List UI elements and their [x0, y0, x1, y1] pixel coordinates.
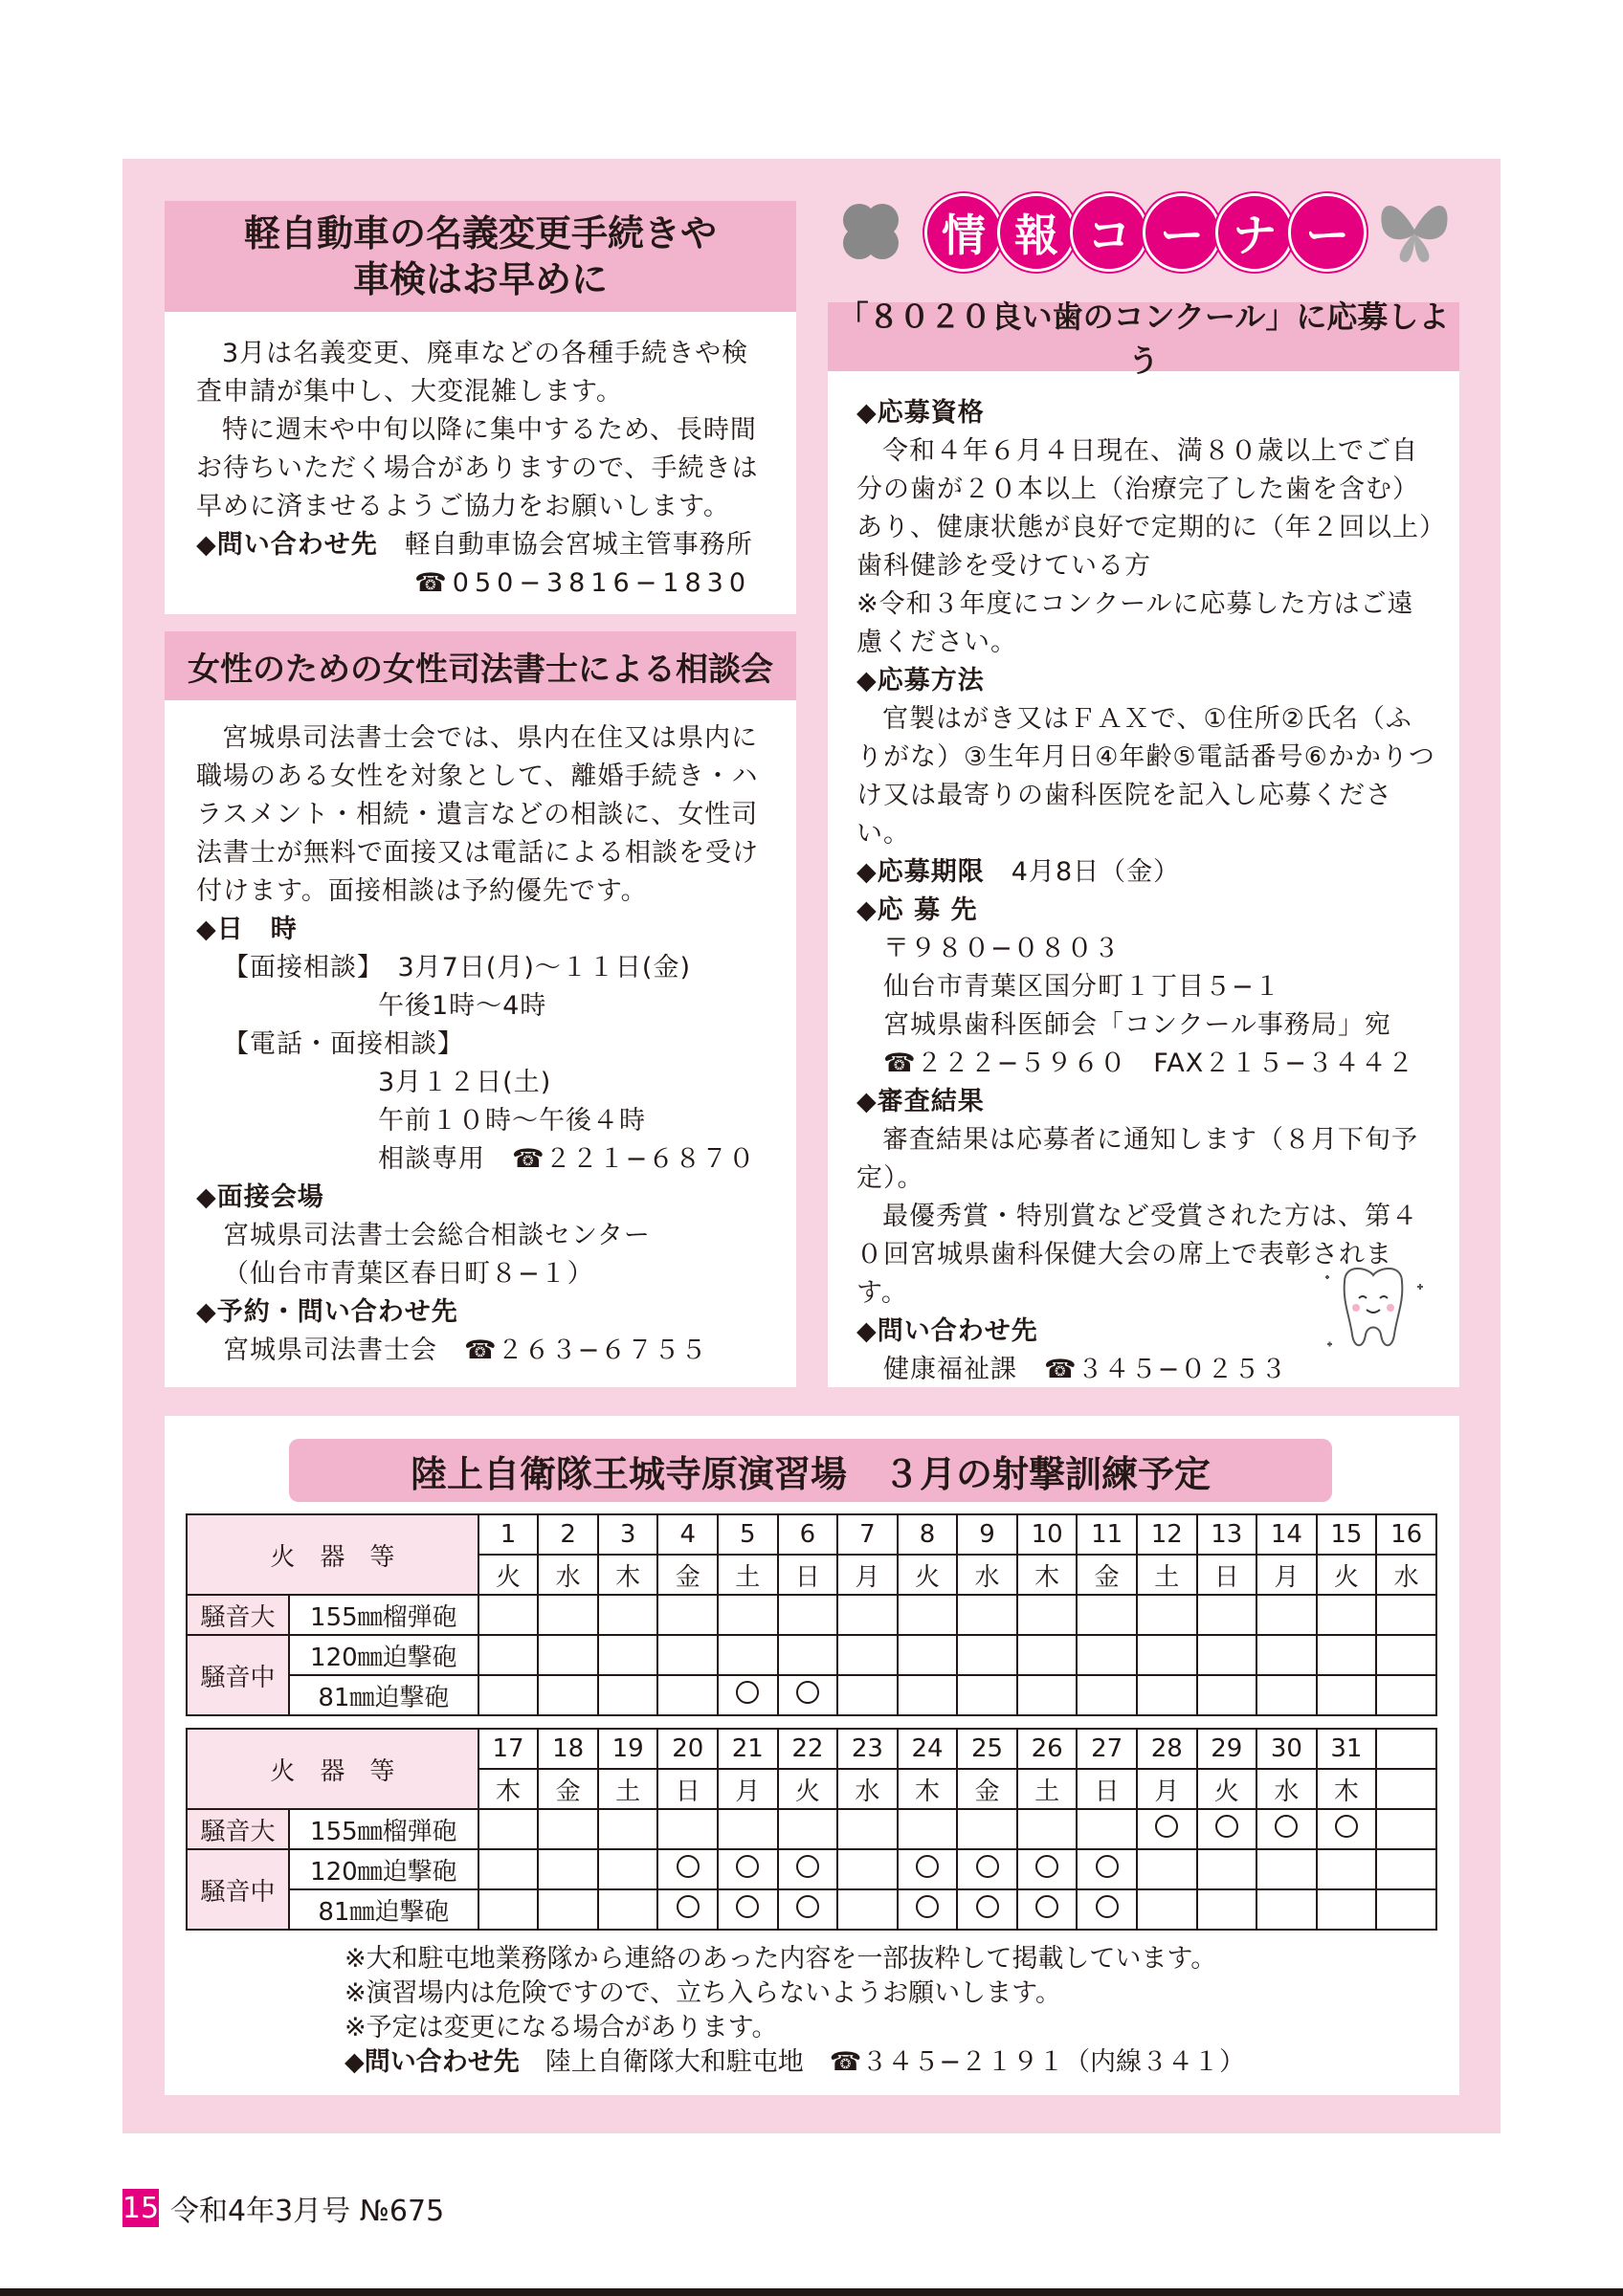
issue-info: 令和4年3月号 №675: [170, 2195, 445, 2228]
t2-schedule-cell: [898, 1809, 958, 1849]
scheduled-mark: [677, 1895, 700, 1918]
consult-p1: 宮城県司法書士会では、県内在住又は県内に職場のある女性を対象として、離婚手続き・ハラスメント・相続・遺言などの相談に、女性司法書士が無料で面接又は電話による相談を受け付けます。面接相談は予約優先です。: [196, 723, 759, 906]
face-time: 午後1時〜4時: [378, 991, 547, 1021]
t1-day-cell: 13: [1197, 1514, 1257, 1555]
note-1: ※大和駐屯地業務隊から連絡のあった内容を一部抜粋して掲載しています。: [345, 1944, 1217, 1974]
t1-day-cell: 7: [837, 1514, 898, 1555]
t1-schedule-cell: [718, 1595, 778, 1635]
t1-schedule-cell: [1317, 1595, 1377, 1635]
scheduled-mark: [1155, 1815, 1178, 1838]
t1-day-cell: 8: [898, 1514, 958, 1555]
t2-schedule-cell: [1197, 1849, 1257, 1889]
t2-schedule-cell: [598, 1809, 658, 1849]
t2-weekday-cell: 土: [598, 1769, 658, 1809]
t2-weapon-label: 81㎜迫撃砲: [289, 1889, 478, 1930]
t1-schedule-cell: [538, 1675, 598, 1715]
scheduled-mark: [976, 1895, 999, 1918]
t1-schedule-cell: [598, 1675, 658, 1715]
period-head: ◆応募期限: [856, 857, 985, 887]
dest-tel: ☎２２２−５９６０ FAX２１５−３４４２: [883, 1049, 1414, 1078]
method-text: 官製はがき又はＦＡＸで、①住所②氏名（ふりがな）③生年月日④年齢⑤電話番号⑥かかりつけ又は最寄りの歯科医院を記入し応募ください。: [856, 704, 1435, 849]
car-p1: 3月は名義変更、廃車などの各種手続きや検査申請が集中し、大変混雑します。: [196, 339, 749, 407]
t2-schedule-cell: [1077, 1889, 1137, 1930]
t1-day-cell: 16: [1376, 1514, 1436, 1555]
t2-weekday-cell: 金: [538, 1769, 598, 1809]
t1-schedule-cell: [837, 1595, 898, 1635]
corner-char-1: 情: [924, 193, 1003, 272]
t2-weekday-cell: 水: [837, 1769, 898, 1809]
t1-weekday-cell: 木: [1017, 1555, 1078, 1595]
t2-schedule-cell: [957, 1889, 1017, 1930]
dental-title: 「８０２０良い歯のコンクール」に応募しよう: [828, 302, 1459, 371]
scheduled-mark: [916, 1895, 939, 1918]
t2-day-cell: 19: [598, 1729, 658, 1769]
t1-day-cell: 14: [1256, 1514, 1317, 1555]
t2-schedule-cell: [1137, 1889, 1197, 1930]
t1-schedule-cell: [898, 1635, 958, 1675]
training-contact-org: 陸上自衛隊大和駐屯地: [545, 2047, 804, 2077]
t2-schedule-cell: [957, 1849, 1017, 1889]
consult-dt-head: ◆日 時: [196, 915, 298, 944]
t1-schedule-cell: [1376, 1635, 1436, 1675]
page-number: 15: [122, 2189, 159, 2227]
t2-weekday-cell: 日: [657, 1769, 718, 1809]
t1-weekday-cell: 月: [837, 1555, 898, 1595]
note-3: ※予定は変更になる場合があります。: [345, 2013, 778, 2042]
scheduled-mark: [1275, 1815, 1298, 1838]
t2-day-cell: 20: [657, 1729, 718, 1769]
scheduled-mark: [736, 1855, 759, 1878]
t2-schedule-cell: [1317, 1809, 1377, 1849]
note-2: ※演習場内は危険ですので、立ち入らないようお願いします。: [345, 1978, 1061, 2008]
t1-schedule-cell: [657, 1595, 718, 1635]
corner-char-3: コ: [1070, 193, 1148, 272]
t2-weapon-label: 120㎜迫撃砲: [289, 1849, 478, 1889]
t2-day-cell: 23: [837, 1729, 898, 1769]
t2-weekday-cell: 木: [898, 1769, 958, 1809]
scheduled-mark: [1096, 1855, 1119, 1878]
scheduled-mark: [1215, 1815, 1238, 1838]
t1-schedule-cell: [1197, 1635, 1257, 1675]
t1-schedule-cell: [1197, 1675, 1257, 1715]
t2-schedule-cell: [837, 1889, 898, 1930]
t1-schedule-cell: [898, 1595, 958, 1635]
t1-schedule-cell: [957, 1595, 1017, 1635]
dest-head: ◆応 募 先: [856, 895, 978, 925]
dental-contact-head: ◆問い合わせ先: [856, 1316, 1038, 1346]
scheduled-mark: [736, 1895, 759, 1918]
t2-schedule-cell: [1256, 1889, 1317, 1930]
info-corner-banner: [833, 188, 1455, 274]
scheduled-mark: [796, 1895, 819, 1918]
t1-weekday-cell: 土: [718, 1555, 778, 1595]
t1-schedule-cell: [1376, 1595, 1436, 1635]
t1-schedule-cell: [1137, 1595, 1197, 1635]
corner-char-4: ー: [1143, 193, 1221, 272]
t1-schedule-cell: [1256, 1595, 1317, 1635]
t2-schedule-cell: [1376, 1849, 1436, 1889]
t2-schedule-cell: [1017, 1849, 1078, 1889]
t1-day-cell: 12: [1137, 1514, 1197, 1555]
t1-schedule-cell: [1077, 1675, 1137, 1715]
t1-schedule-cell: [1317, 1675, 1377, 1715]
scheduled-mark: [796, 1681, 819, 1704]
venue-line1: 宮城県司法書士会総合相談センター: [223, 1221, 651, 1250]
t1-header-label: 火 器 等: [187, 1514, 478, 1595]
schedule-table-1: [186, 1513, 1437, 1716]
consult-title: 女性のための女性司法書士による相談会: [165, 631, 796, 700]
t1-weekday-cell: 月: [1256, 1555, 1317, 1595]
t2-schedule-cell: [478, 1809, 539, 1849]
t2-schedule-cell: [598, 1849, 658, 1889]
dental-body: [856, 394, 1435, 1389]
t1-schedule-cell: [957, 1675, 1017, 1715]
t2-day-cell: [1376, 1729, 1436, 1769]
result-text2: 最優秀賞・特別賞など受賞された方は、第４０回宮城県歯科保健大会の席上で表彰されます。: [856, 1202, 1418, 1308]
qual-note: ※令和３年度にコンクールに応募した方はご遠慮ください。: [856, 589, 1414, 657]
t1-schedule-cell: [1017, 1675, 1078, 1715]
t2-schedule-cell: [598, 1889, 658, 1930]
t2-day-cell: 22: [778, 1729, 838, 1769]
qual-text: 令和４年６月４日現在、満８０歳以上でご自分の歯が２０本以上（治療完了した歯を含む）あり、健康状態が良好で定期的に（年２回以上）歯科健診を受けている方: [856, 436, 1434, 581]
t1-weekday-cell: 水: [1376, 1555, 1436, 1595]
t1-weekday-cell: 水: [957, 1555, 1017, 1595]
t1-schedule-cell: [1077, 1595, 1137, 1635]
result-head: ◆審査結果: [856, 1087, 985, 1116]
t2-day-cell: 21: [718, 1729, 778, 1769]
t1-weapon-label: 81㎜迫撃砲: [289, 1675, 478, 1715]
t2-schedule-cell: [1077, 1809, 1137, 1849]
t2-schedule-cell: [778, 1849, 838, 1889]
t1-schedule-cell: [478, 1675, 539, 1715]
dest-address: 仙台市青葉区国分町１丁目５−１: [883, 972, 1281, 1002]
t2-weekday-cell: 木: [1317, 1769, 1377, 1809]
t2-schedule-cell: [538, 1809, 598, 1849]
t1-day-cell: 10: [1017, 1514, 1078, 1555]
training-contact-tel: ☎３４５−２１９１（内線３４１）: [829, 2047, 1246, 2077]
t1-schedule-cell: [778, 1675, 838, 1715]
t2-schedule-cell: [538, 1889, 598, 1930]
car-contact-head: ◆問い合わせ先: [196, 530, 378, 560]
t2-schedule-cell: [1017, 1889, 1078, 1930]
t2-schedule-cell: [657, 1889, 718, 1930]
face-date: 3月7日(月)〜１１日(金): [397, 953, 691, 982]
t1-weekday-cell: 日: [778, 1555, 838, 1595]
car-title-line1: 軽自動車の名義変更手続きや: [243, 212, 717, 254]
training-contact-head: ◆問い合わせ先: [345, 2047, 520, 2077]
t2-schedule-cell: [478, 1849, 539, 1889]
car-notice-title: [165, 201, 796, 312]
corner-char-5: ナ: [1215, 193, 1294, 272]
t2-weekday-cell: 火: [1197, 1769, 1257, 1809]
t1-schedule-cell: [657, 1635, 718, 1675]
t2-weekday-cell: [1376, 1769, 1436, 1809]
method-head: ◆応募方法: [856, 666, 985, 695]
t1-schedule-cell: [837, 1675, 898, 1715]
dental-contact-line: 健康福祉課 ☎３４５−０２５３: [883, 1355, 1288, 1384]
t2-schedule-cell: [898, 1849, 958, 1889]
t2-schedule-cell: [898, 1889, 958, 1930]
t2-schedule-cell: [657, 1809, 718, 1849]
t2-schedule-cell: [1137, 1809, 1197, 1849]
bottom-rule: [0, 2288, 1623, 2296]
t2-day-cell: 17: [478, 1729, 539, 1769]
scheduled-mark: [1335, 1815, 1358, 1838]
venue-head: ◆面接会場: [196, 1182, 324, 1212]
t1-weekday-cell: 木: [598, 1555, 658, 1595]
t2-schedule-cell: [957, 1809, 1017, 1849]
scheduled-mark: [976, 1855, 999, 1878]
face-label: 【面接相談】: [223, 953, 371, 982]
phone-time: 午前１０時〜午後４時: [378, 1106, 646, 1136]
t2-schedule-cell: [1376, 1889, 1436, 1930]
t2-schedule-cell: [1256, 1809, 1317, 1849]
t2-schedule-cell: [837, 1849, 898, 1889]
t1-schedule-cell: [957, 1635, 1017, 1675]
t2-weapon-label: 155㎜榴弾砲: [289, 1809, 478, 1849]
t1-schedule-cell: [478, 1595, 539, 1635]
t2-schedule-cell: [657, 1849, 718, 1889]
phone-only: 相談専用 ☎２２１−６８７０: [378, 1144, 756, 1174]
t2-day-cell: 30: [1256, 1729, 1317, 1769]
t1-day-cell: 15: [1317, 1514, 1377, 1555]
t2-weekday-cell: 月: [1137, 1769, 1197, 1809]
t1-weekday-cell: 日: [1197, 1555, 1257, 1595]
t1-weekday-cell: 水: [538, 1555, 598, 1595]
car-title-line2: 車検はお早めに: [352, 258, 608, 300]
t2-day-cell: 25: [957, 1729, 1017, 1769]
scheduled-mark: [1035, 1895, 1058, 1918]
t2-header-label: 火 器 等: [187, 1729, 478, 1809]
t2-day-cell: 29: [1197, 1729, 1257, 1769]
t2-schedule-cell: [1256, 1849, 1317, 1889]
car-p2: 特に週末や中旬以降に集中するため、長時間お待ちいただく場合がありますので、手続きは早めに済ませるようご協力をお願いします。: [196, 415, 759, 521]
result-text1: 審査結果は応募者に通知します（８月下旬予定）。: [856, 1125, 1418, 1193]
t1-day-cell: 11: [1077, 1514, 1137, 1555]
t2-schedule-cell: [1317, 1849, 1377, 1889]
t2-weekday-cell: 金: [957, 1769, 1017, 1809]
clover-icon: [833, 193, 909, 270]
t2-noise-label: 騒音大: [187, 1809, 289, 1849]
dest-zip: 〒９８０−０８０３: [883, 934, 1121, 963]
scheduled-mark: [677, 1855, 700, 1878]
t2-day-cell: 26: [1017, 1729, 1078, 1769]
t1-schedule-cell: [837, 1635, 898, 1675]
t1-schedule-cell: [1137, 1635, 1197, 1675]
t1-schedule-cell: [1017, 1595, 1078, 1635]
t2-schedule-cell: [1317, 1889, 1377, 1930]
t1-day-cell: 3: [598, 1514, 658, 1555]
scheduled-mark: [796, 1855, 819, 1878]
phone-date: 3月１２日(土): [378, 1068, 552, 1097]
t2-weekday-cell: 木: [478, 1769, 539, 1809]
t2-weekday-cell: 日: [1077, 1769, 1137, 1809]
reservation-head: ◆予約・問い合わせ先: [196, 1297, 458, 1327]
t1-schedule-cell: [598, 1635, 658, 1675]
t1-schedule-cell: [1137, 1675, 1197, 1715]
period-value: 4月8日（金）: [1011, 857, 1181, 887]
car-notice-body: [196, 335, 770, 603]
t1-schedule-cell: [778, 1595, 838, 1635]
t1-schedule-cell: [1017, 1635, 1078, 1675]
t2-schedule-cell: [718, 1889, 778, 1930]
t1-weekday-cell: 金: [657, 1555, 718, 1595]
t2-weekday-cell: 土: [1017, 1769, 1078, 1809]
corner-char-2: 報: [997, 193, 1076, 272]
t2-day-cell: 28: [1137, 1729, 1197, 1769]
t2-schedule-cell: [1077, 1849, 1137, 1889]
reservation-line: 宮城県司法書士会 ☎２６３−６７５５: [223, 1336, 708, 1365]
t2-day-cell: 27: [1077, 1729, 1137, 1769]
t2-schedule-cell: [538, 1849, 598, 1889]
t2-weekday-cell: 火: [778, 1769, 838, 1809]
t1-schedule-cell: [898, 1675, 958, 1715]
t2-schedule-cell: [1017, 1809, 1078, 1849]
consult-body: [196, 719, 770, 1370]
t1-schedule-cell: [478, 1635, 539, 1675]
t1-schedule-cell: [598, 1595, 658, 1635]
t1-schedule-cell: [778, 1635, 838, 1675]
t1-schedule-cell: [657, 1675, 718, 1715]
t1-day-cell: 5: [718, 1514, 778, 1555]
t2-weekday-cell: 水: [1256, 1769, 1317, 1809]
t1-schedule-cell: [1077, 1635, 1137, 1675]
scheduled-mark: [916, 1855, 939, 1878]
t1-weapon-label: 120㎜迫撃砲: [289, 1635, 478, 1675]
t2-schedule-cell: [478, 1889, 539, 1930]
t2-schedule-cell: [778, 1809, 838, 1849]
t2-day-cell: 18: [538, 1729, 598, 1769]
t1-schedule-cell: [1376, 1675, 1436, 1715]
car-contact-org: 軽自動車協会宮城主管事務所: [404, 530, 753, 560]
t1-schedule-cell: [538, 1635, 598, 1675]
schedule-table-2: [186, 1728, 1437, 1931]
t2-schedule-cell: [778, 1889, 838, 1930]
t2-schedule-cell: [718, 1849, 778, 1889]
t1-schedule-cell: [1197, 1595, 1257, 1635]
t1-day-cell: 9: [957, 1514, 1017, 1555]
t2-day-cell: 31: [1317, 1729, 1377, 1769]
t1-schedule-cell: [718, 1675, 778, 1715]
t1-schedule-cell: [1317, 1635, 1377, 1675]
car-contact-tel: ☎050−3816−1830: [414, 568, 751, 598]
t2-schedule-cell: [1137, 1849, 1197, 1889]
t1-weekday-cell: 土: [1137, 1555, 1197, 1595]
qual-head: ◆応募資格: [856, 398, 985, 428]
venue-line2: （仙台市青葉区春日町８−１）: [223, 1259, 594, 1289]
t1-schedule-cell: [1256, 1635, 1317, 1675]
t1-noise-label: 騒音大: [187, 1595, 289, 1635]
t2-schedule-cell: [1197, 1889, 1257, 1930]
scheduled-mark: [1035, 1855, 1058, 1878]
t1-noise-label: 騒音中: [187, 1635, 289, 1715]
t1-day-cell: 4: [657, 1514, 718, 1555]
t1-day-cell: 1: [478, 1514, 539, 1555]
t1-weekday-cell: 金: [1077, 1555, 1137, 1595]
phone-label: 【電話・面接相談】: [223, 1029, 464, 1059]
t1-schedule-cell: [1256, 1675, 1317, 1715]
t2-schedule-cell: [1376, 1809, 1436, 1849]
t1-weekday-cell: 火: [478, 1555, 539, 1595]
t2-noise-label: 騒音中: [187, 1849, 289, 1930]
t2-day-cell: 24: [898, 1729, 958, 1769]
t2-schedule-cell: [718, 1809, 778, 1849]
tooth-mascot-icon: [1316, 1258, 1431, 1363]
training-notes: [345, 1942, 1245, 2080]
t1-weekday-cell: 火: [1317, 1555, 1377, 1595]
butterfly-icon: [1376, 191, 1453, 268]
t1-weapon-label: 155㎜榴弾砲: [289, 1595, 478, 1635]
t2-schedule-cell: [837, 1809, 898, 1849]
t2-schedule-cell: [1197, 1809, 1257, 1849]
t1-schedule-cell: [718, 1635, 778, 1675]
page-footer: [122, 2187, 444, 2229]
t2-weekday-cell: 月: [718, 1769, 778, 1809]
t1-schedule-cell: [538, 1595, 598, 1635]
t1-weekday-cell: 火: [898, 1555, 958, 1595]
corner-char-6: ー: [1288, 193, 1367, 272]
t1-day-cell: 6: [778, 1514, 838, 1555]
scheduled-mark: [1096, 1895, 1119, 1918]
training-title: 陸上自衛隊王城寺原演習場 ３月の射撃訓練予定: [289, 1439, 1332, 1502]
t1-day-cell: 2: [538, 1514, 598, 1555]
scheduled-mark: [736, 1681, 759, 1704]
dest-org: 宮城県歯科医師会「コンクール事務局」宛: [883, 1010, 1391, 1040]
